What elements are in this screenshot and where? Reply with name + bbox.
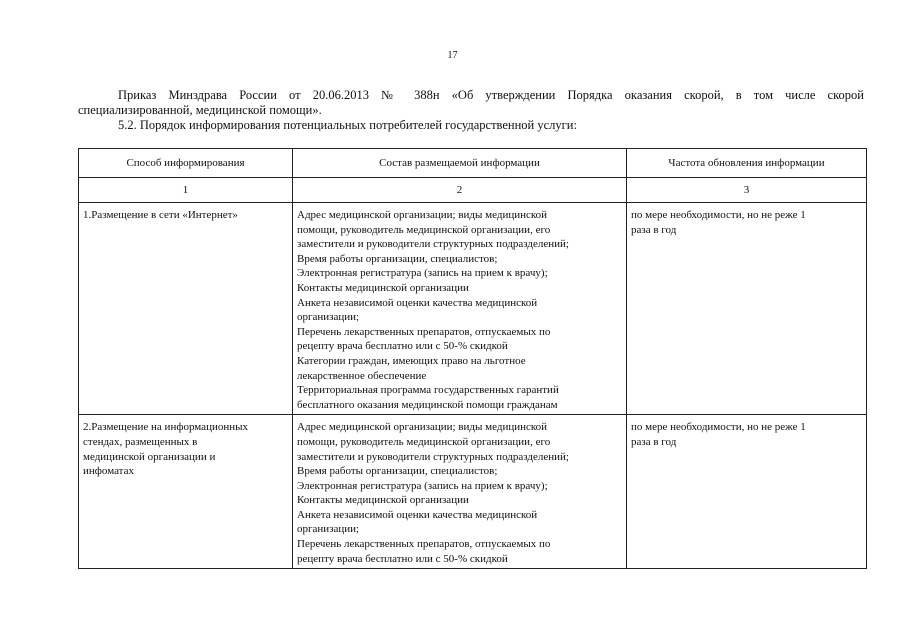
column-number-2: 2 xyxy=(293,178,627,203)
content-cell xyxy=(293,415,627,569)
cell-text-line: лекарственное обеспечение xyxy=(297,369,427,382)
cell-text-line: 2.Размещение на информационных xyxy=(83,421,248,434)
cell-text-line: Территориальная программа государственных гарантий xyxy=(297,384,559,397)
cell-text-line: Перечень лекарственных препаратов, отпускаемых по xyxy=(297,325,551,338)
column-number-row xyxy=(79,178,867,203)
cell-text-line: Категории граждан, имеющих право на льготное xyxy=(297,354,526,367)
cell-text-line: помощи, руководитель медицинской организации, его xyxy=(297,223,551,236)
cell-text-line: Время работы организации, специалистов; xyxy=(297,465,498,478)
cell-text-line: помощи, руководитель медицинской организации, его xyxy=(297,435,551,448)
cell-text-line: Контакты медицинской организации xyxy=(297,281,469,294)
section-heading: 5.2. Порядок информирования потенциальных потребителей государственной услуги: xyxy=(118,118,577,132)
method-cell xyxy=(79,415,293,569)
order-reference-line-2: специализированной, медицинской помощи». xyxy=(78,103,322,117)
cell-text-line: Анкета независимой оценки качества медицинской xyxy=(297,296,538,309)
information-table xyxy=(78,148,867,569)
cell-text-line: Адрес медицинской организации; виды медицинской xyxy=(297,209,548,221)
header-method: Способ информирования xyxy=(79,149,293,178)
table-row xyxy=(79,415,867,569)
header-frequency: Частота обновления информации xyxy=(627,149,867,178)
order-reference-line-1: Приказ Минздрава России от 20.06.2013 № 388н «Об утверждении Порядка оказания скорой, в том числе скорой xyxy=(118,88,864,102)
page-number: 17 xyxy=(447,50,458,61)
column-number-3: 3 xyxy=(627,178,867,203)
cell-text-line: Контакты медицинской организации xyxy=(297,494,469,507)
cell-text-line: заместители и руководители структурных подразделений; xyxy=(297,450,569,463)
cell-text-line: по мере необходимости, но не реже 1 xyxy=(631,421,806,434)
column-number-1: 1 xyxy=(79,178,293,203)
cell-text-line: медицинской организации и xyxy=(83,450,216,463)
cell-text-line: 1.Размещение в сети «Интернет» xyxy=(83,209,238,221)
cell-text-line: бесплатного оказания медицинской помощи гражданам xyxy=(297,398,558,411)
table-row xyxy=(79,203,867,415)
cell-text-line: Перечень лекарственных препаратов, отпускаемых по xyxy=(297,538,551,551)
frequency-cell xyxy=(627,415,867,569)
cell-text-line: рецепту врача бесплатно или с 50-% скидкой xyxy=(297,340,508,353)
cell-text-line: Электронная регистратура (запись на прием к врачу); xyxy=(297,479,548,492)
frequency-cell xyxy=(627,203,867,415)
cell-text-line: раза в год xyxy=(631,223,677,236)
cell-text-line: инфоматах xyxy=(83,465,134,478)
cell-text-line: Адрес медицинской организации; виды медицинской xyxy=(297,421,548,434)
cell-text-line: Время работы организации, специалистов; xyxy=(297,252,498,265)
cell-text-line: рецепту врача бесплатно или с 50-% скидкой xyxy=(297,552,508,565)
cell-text-line: раза в год xyxy=(631,435,677,448)
cell-text-line: заместители и руководители структурных подразделений; xyxy=(297,238,569,251)
cell-text-line: организации; xyxy=(297,523,360,536)
cell-text-line: Анкета независимой оценки качества медицинской xyxy=(297,508,538,521)
method-cell xyxy=(79,203,293,415)
content-cell xyxy=(293,203,627,415)
cell-text-line: Электронная регистратура (запись на прием к врачу); xyxy=(297,267,548,280)
intro-text xyxy=(78,88,864,133)
header-content: Состав размещаемой информации xyxy=(293,149,627,178)
cell-text-line: стендах, размещенных в xyxy=(83,435,198,448)
table-header-row xyxy=(79,149,867,178)
cell-text-line: по мере необходимости, но не реже 1 xyxy=(631,209,806,221)
cell-text-line: организации; xyxy=(297,311,360,324)
